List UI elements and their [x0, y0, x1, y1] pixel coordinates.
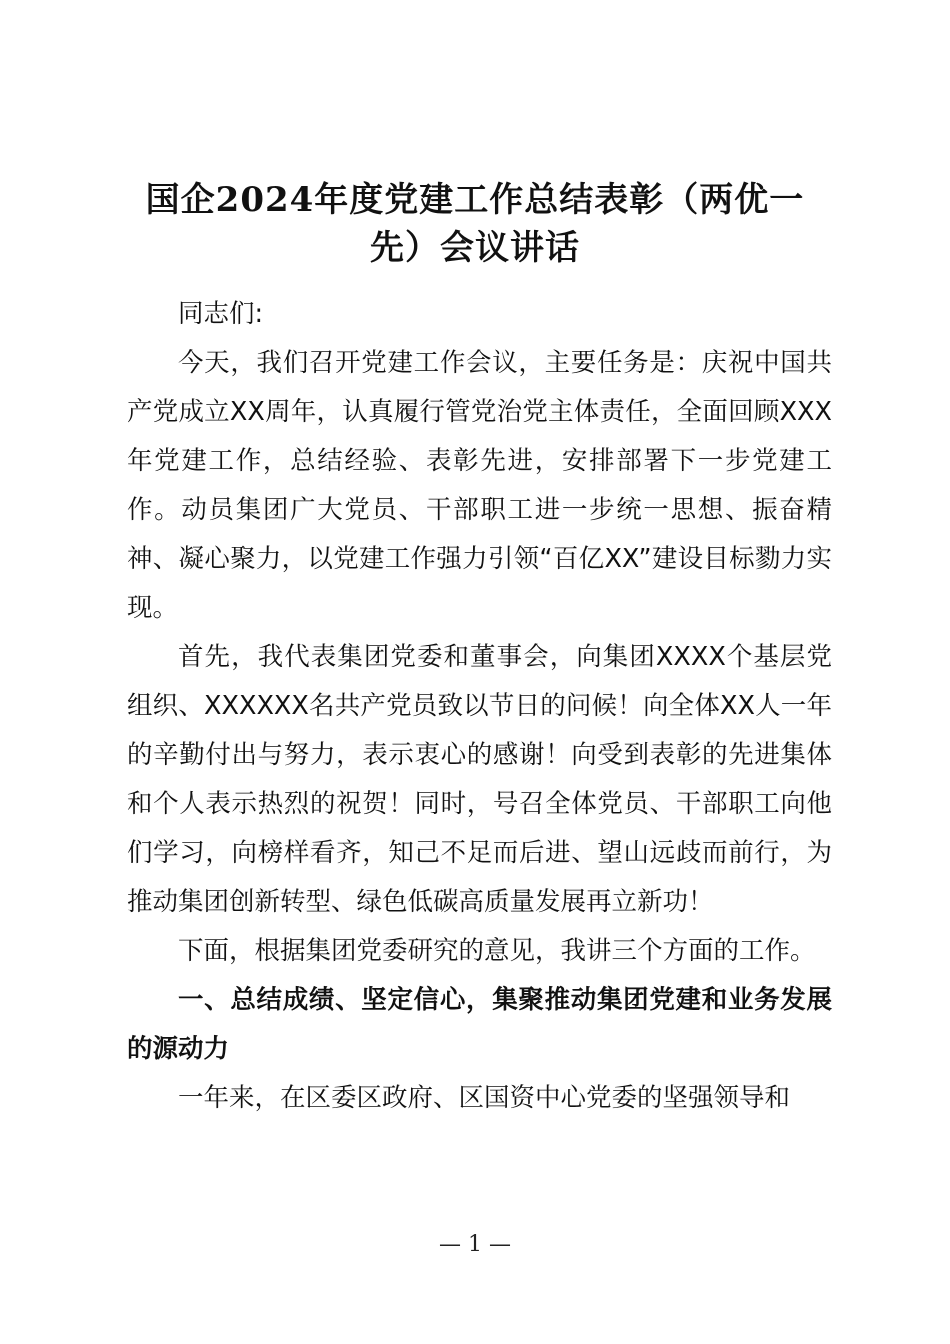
section-heading: 一、总结成绩、坚定信心，集聚推动集团党建和业务发展的源动力: [127, 985, 832, 1064]
body-paragraph: 今天，我们召开党建工作会议，主要任务是：庆祝中国共产党成立XX周年，认真履行管党治党主体责任，全面回顾XXX年党建工作，总结经验、表彰先进，安排部署下一步党建工作。动员集团广大党员、干部职工进一步统一思想、振奋精神、凝心聚力，以党建工作强力引领“百亿XX”建设目标勠力实现。: [127, 348, 832, 623]
greeting-paragraph: 同志们:: [178, 299, 264, 329]
page-number: — 1 —: [439, 1232, 511, 1257]
body-paragraph: 一年来，在区委区政府、区国资中心党委的坚强领导和: [178, 1083, 791, 1113]
body-paragraph: 下面，根据集团党委研究的意见，我讲三个方面的工作。: [178, 936, 816, 966]
document-title: 国企2024年度党建工作总结表彰（两优一先）会议讲话: [145, 180, 805, 268]
body-paragraph: 首先，我代表集团党委和董事会，向集团XXXX个基层党组织、XXXXXX名共产党员致以节日的问候！向全体XX人一年的辛勤付出与努力，表示衷心的感谢！向受到表彰的先进集体和个人表示热烈的祝贺！同时，号召全体党员、干部职工向他们学习，向榜样看齐，知己不足而后进、望山远歧而前行，为推动集团创新转型、绿色低碳高质量发展再立新功！: [127, 642, 832, 917]
document-body: [127, 290, 832, 1123]
